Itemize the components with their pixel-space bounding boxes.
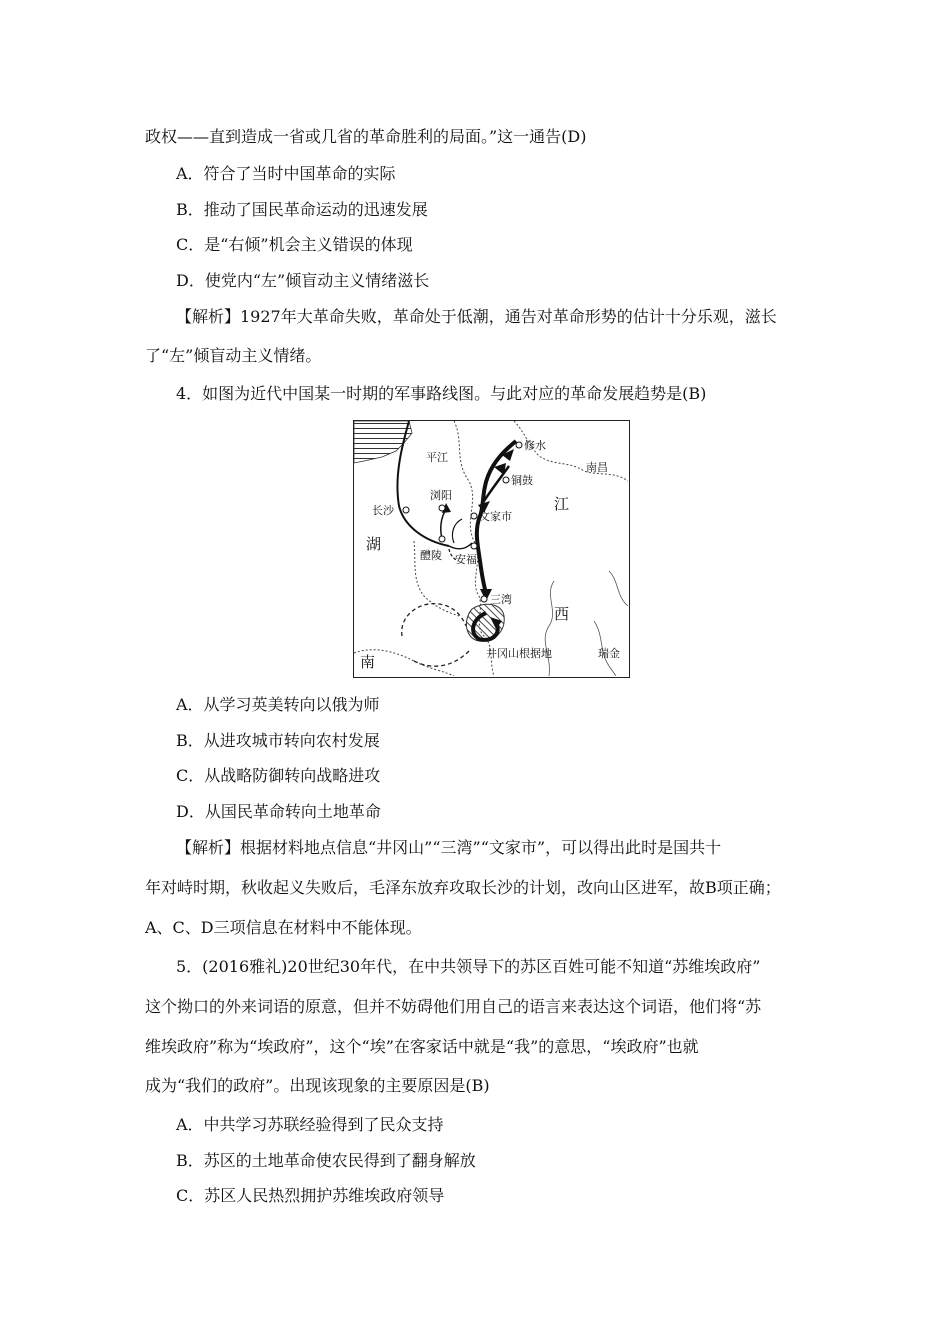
march-route: [484, 466, 509, 501]
q3-option-c: C．是“右倾”机会主义错误的体现: [176, 235, 413, 254]
label-hu: 湖: [366, 535, 382, 553]
river: [545, 581, 554, 676]
label-wenjiashi: 文家市: [479, 510, 512, 523]
label-ruijin: 瑞金: [598, 647, 620, 660]
q4-analysis-line-1: 【解析】根据材料地点信息“井冈山”“三湾”“文家市”，可以得出此时是国共十: [176, 838, 722, 857]
q4-analysis-line-2: 年对峙时期，秋收起义失败后，毛泽东放弃攻取长沙的计划，改向山区进军，故B项正确；: [145, 878, 781, 897]
q4-option-c: C．从战略防御转向战略进攻: [176, 766, 381, 785]
label-changsha: 长沙: [372, 504, 394, 517]
q5-stem-line-1: 5．(2016雅礼)20世纪30年代，在中共领导下的苏区百姓可能不知道“苏维埃政府”: [176, 957, 761, 976]
q3-option-b: B．推动了国民革命运动的迅速发展: [176, 200, 428, 219]
town-marker-anfu: [471, 543, 477, 549]
q3-option-d: D．使党内“左”倾盲动主义情绪滋长: [176, 271, 430, 290]
q3-analysis-line-1: 【解析】1927年大革命失败，革命处于低潮，通告对革命形势的估计十分乐观，滋长: [176, 307, 777, 326]
label-xiushui: 修水: [524, 439, 546, 452]
q4-analysis-line-3: A、C、D三项信息在材料中不能体现。: [145, 918, 422, 937]
label-pingjiang: 平江: [426, 451, 448, 464]
q4-stem: 4．如图为近代中国某一时期的军事路线图。与此对应的革命发展趋势是(B): [176, 384, 707, 403]
town-marker-changsha: [403, 507, 409, 513]
label-nanchang: 南昌: [586, 461, 608, 474]
q5-option-b: B．苏区的土地革命使农民得到了翻身解放: [176, 1151, 476, 1170]
label-nan: 南: [360, 653, 376, 671]
q4-option-a: A．从学习英美转向以俄为师: [176, 695, 380, 714]
label-anfu: 安福: [455, 553, 477, 566]
town-marker-liling: [439, 536, 445, 542]
town-marker-liuyang: [439, 505, 445, 511]
dashed-route: [402, 604, 466, 636]
town-marker-tonggu: [503, 477, 509, 483]
q5-stem-line-3: 维埃政府”称为“埃政府”，这个“埃”在客家话中就是“我”的意思，“埃政府”也就: [145, 1037, 699, 1056]
military-route-map: [353, 420, 630, 678]
q3-stem-tail: 政权——直到造成一省或几省的革命胜利的局面。”这一通告(D): [145, 127, 587, 146]
label-sanwan: 三湾: [490, 593, 512, 606]
march-route: [441, 509, 446, 539]
q5-stem-line-2: 这个拗口的外来词语的原意，但并不妨碍他们用自己的语言来表达这个词语，他们将“苏: [145, 997, 762, 1016]
q3-analysis-line-2: 了“左”倾盲动主义情绪。: [145, 346, 322, 365]
town-marker-wenjiashi: [471, 513, 477, 519]
q5-option-c: C．苏区人民热烈拥护苏维埃政府领导: [176, 1186, 445, 1205]
town-marker-sanwan: [481, 596, 487, 602]
q3-option-a: A．符合了当时中国革命的实际: [176, 164, 396, 183]
label-tonggu: 铜鼓: [511, 474, 533, 487]
dashed-route: [414, 651, 469, 666]
military-route-map-svg: [354, 421, 628, 676]
label-xi: 西: [554, 605, 570, 623]
town-marker-xiushui: [516, 442, 522, 448]
label-liuyang: 浏阳: [430, 489, 452, 502]
q4-option-d: D．从国民革命转向土地革命: [176, 802, 381, 821]
q5-option-a: A．中共学习苏联经验得到了民众支持: [176, 1115, 444, 1134]
label-liling: 醴陵: [420, 549, 442, 562]
march-route: [449, 543, 472, 549]
river: [609, 571, 628, 606]
march-route: [452, 519, 462, 543]
q5-stem-line-4: 成为“我们的政府”。出现该现象的主要原因是(B): [145, 1076, 490, 1095]
label-jiang: 江: [554, 495, 570, 513]
q4-option-b: B．从进攻城市转向农村发展: [176, 731, 380, 750]
label-jinggangshan: 井冈山根据地: [486, 647, 552, 660]
